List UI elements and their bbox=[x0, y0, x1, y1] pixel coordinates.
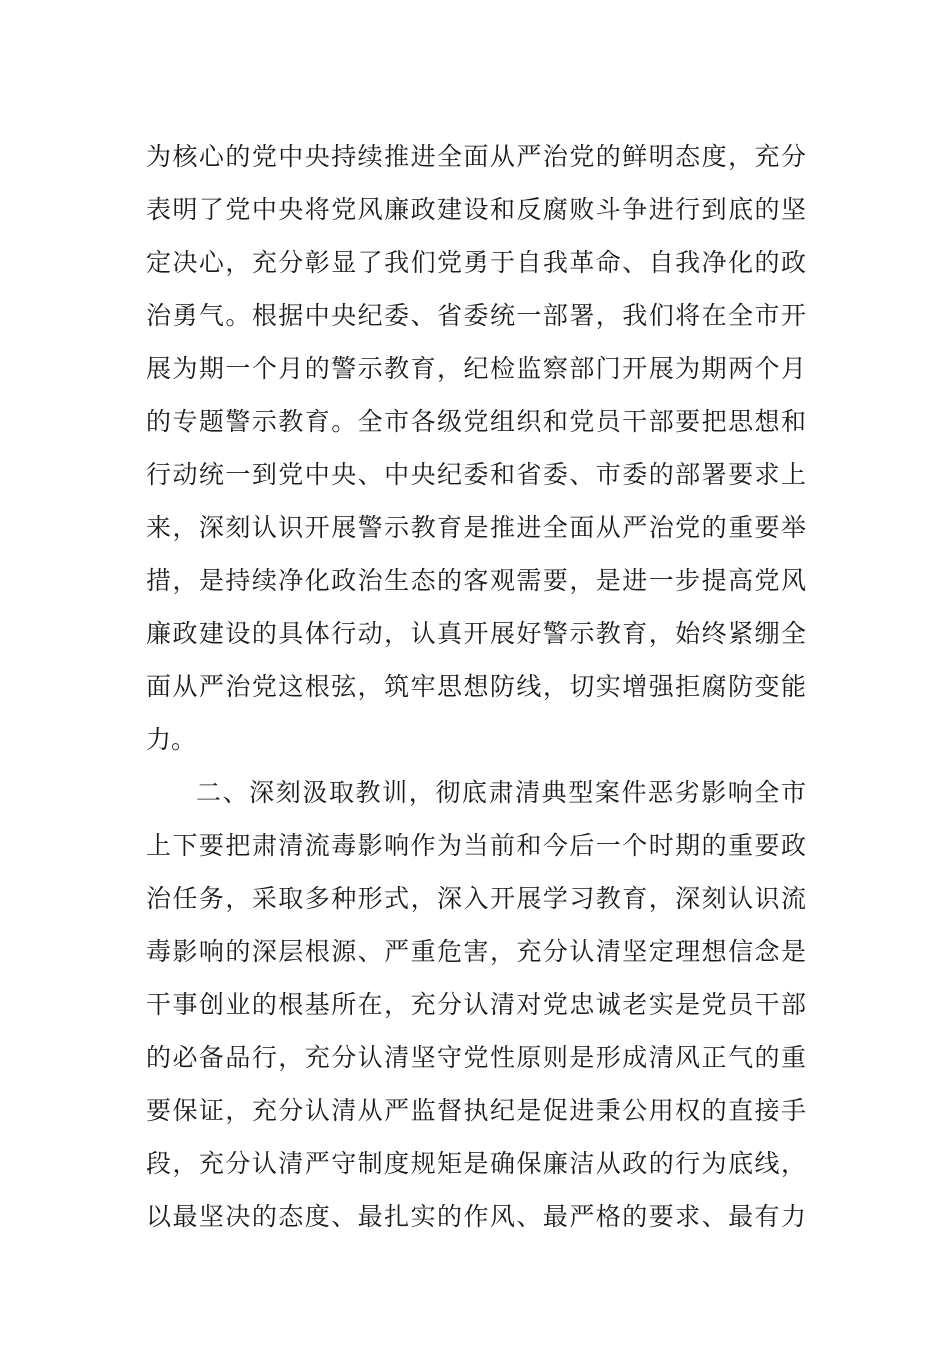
text-line-3: 定决心，充分彰显了我们党勇于自我革命、自我净化的政 bbox=[146, 248, 806, 277]
text-line-4: 治勇气。根据中央纪委、省委统一部署，我们将在全市开 bbox=[146, 301, 806, 330]
text-line-8: 来，深刻认识开展警示教育是推进全面从严治党的重要举 bbox=[146, 513, 806, 542]
text-line-9: 措，是持续净化政治生态的客观需要，是进一步提高党风 bbox=[146, 566, 806, 595]
text-line-12: 力。 bbox=[146, 725, 197, 754]
text-line-21: 以最坚决的态度、最扎实的作风、最严格的要求、最有力 bbox=[146, 1202, 806, 1231]
text-line-16: 毒影响的深层根源、严重危害，充分认清坚定理想信念是 bbox=[146, 937, 806, 966]
text-line-11: 面从严治党这根弦，筑牢思想防线，切实增强拒腐防变能 bbox=[146, 672, 806, 701]
text-line-1: 为核心的党中央持续推进全面从严治党的鲜明态度，充分 bbox=[146, 142, 806, 171]
text-line-2: 表明了党中央将党风廉政建设和反腐败斗争进行到底的坚 bbox=[146, 195, 806, 224]
text-line-18: 的必备品行，充分认清坚守党性原则是形成清风正气的重 bbox=[146, 1043, 806, 1072]
text-line-14: 上下要把肃清流毒影响作为当前和今后一个时期的重要政 bbox=[146, 831, 806, 860]
text-line-10: 廉政建设的具体行动，认真开展好警示教育，始终紧绷全 bbox=[146, 619, 806, 648]
text-line-7: 行动统一到党中央、中央纪委和省委、市委的部署要求上 bbox=[146, 460, 806, 489]
text-line-15: 治任务，采取多种形式，深入开展学习教育，深刻认识流 bbox=[146, 884, 806, 913]
text-line-6: 的专题警示教育。全市各级党组织和党员干部要把思想和 bbox=[146, 407, 806, 436]
text-line-19: 要保证，充分认清从严监督执纪是促进秉公用权的直接手 bbox=[146, 1096, 806, 1125]
text-line-20: 段，充分认清严守制度规矩是确保廉洁从政的行为底线， bbox=[146, 1149, 806, 1178]
text-line-17: 干事创业的根基所在，充分认清对党忠诚老实是党员干部 bbox=[146, 990, 806, 1019]
section-heading-line: 二、深刻汲取教训，彻底肃清典型案件恶劣影响全市 bbox=[196, 778, 806, 807]
text-line-5: 展为期一个月的警示教育，纪检监察部门开展为期两个月 bbox=[146, 354, 806, 383]
